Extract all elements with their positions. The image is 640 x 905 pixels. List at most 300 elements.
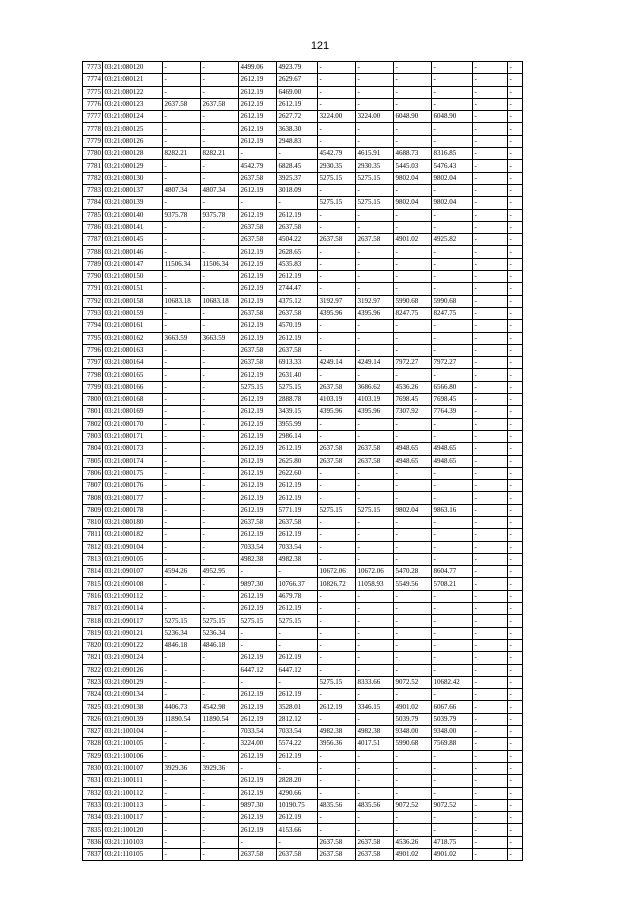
table-cell: 7795 — [83, 332, 103, 344]
table-cell: 2631.40 — [277, 369, 318, 381]
table-cell: - — [473, 209, 508, 221]
table-cell: - — [508, 849, 523, 861]
table-cell: - — [508, 824, 523, 836]
table-cell: - — [356, 135, 394, 147]
table-cell: - — [394, 271, 432, 283]
table-cell: - — [163, 320, 201, 332]
table-cell: - — [163, 492, 201, 504]
table-cell: 4395.96 — [318, 406, 356, 418]
table-cell: 03:21:080121 — [103, 74, 163, 86]
table-cell: - — [508, 295, 523, 307]
table-cell: - — [318, 209, 356, 221]
table-cell: - — [163, 430, 201, 442]
table-cell: 11890.54 — [163, 713, 201, 725]
table-cell: - — [318, 553, 356, 565]
table-row — [83, 135, 523, 147]
table-cell: - — [394, 529, 432, 541]
table-cell: - — [356, 775, 394, 787]
table-cell: - — [432, 812, 473, 824]
table-cell: - — [432, 221, 473, 233]
table-cell: - — [432, 271, 473, 283]
table-cell: 5275.15 — [201, 615, 239, 627]
table-cell: 10672.06 — [356, 566, 394, 578]
table-cell: 2612.19 — [277, 812, 318, 824]
table-cell: - — [432, 689, 473, 701]
table-cell: - — [508, 762, 523, 774]
table-cell: - — [163, 283, 201, 295]
table-cell: 7810 — [83, 516, 103, 528]
table-cell: 2930.35 — [356, 160, 394, 172]
table-cell: 2612.19 — [239, 74, 277, 86]
table-cell: 7776 — [83, 98, 103, 110]
table-cell: 7779 — [83, 135, 103, 147]
table-cell: 7803 — [83, 430, 103, 442]
table-cell: 2612.19 — [239, 394, 277, 406]
table-cell: 9802.04 — [394, 197, 432, 209]
table-cell: - — [432, 541, 473, 553]
table-cell: 7824 — [83, 689, 103, 701]
table-cell: - — [163, 787, 201, 799]
table-cell: - — [394, 652, 432, 664]
table-cell: 7781 — [83, 160, 103, 172]
table-cell: - — [432, 418, 473, 430]
table-cell: 2612.19 — [277, 480, 318, 492]
table-cell: - — [163, 344, 201, 356]
table-cell: 2637.58 — [239, 344, 277, 356]
table-cell: 8316.85 — [432, 148, 473, 160]
table-cell: - — [318, 86, 356, 98]
table-cell: 7830 — [83, 762, 103, 774]
table-cell: 4570.19 — [277, 320, 318, 332]
table-cell: 7033.54 — [277, 541, 318, 553]
table-cell: 5236.34 — [201, 627, 239, 639]
table-cell: - — [318, 689, 356, 701]
table-cell: 2637.58 — [277, 344, 318, 356]
table-row — [83, 197, 523, 209]
table-cell: 7698.45 — [432, 394, 473, 406]
table-row — [83, 566, 523, 578]
table-cell: 3192.97 — [318, 295, 356, 307]
table-row — [83, 184, 523, 196]
table-cell: 9348.00 — [432, 726, 473, 738]
table-cell: 9863.16 — [432, 504, 473, 516]
table-cell: - — [432, 467, 473, 479]
table-cell: - — [394, 689, 432, 701]
table-cell: 7787 — [83, 234, 103, 246]
table-cell: - — [508, 726, 523, 738]
table-cell: - — [508, 541, 523, 553]
table-cell: - — [201, 553, 239, 565]
table-cell: - — [163, 74, 201, 86]
table-cell: 4499.06 — [239, 62, 277, 74]
table-cell: - — [163, 590, 201, 602]
table-cell: 03:21:080122 — [103, 86, 163, 98]
table-cell: 2637.58 — [277, 516, 318, 528]
table-cell: 2612.19 — [318, 701, 356, 713]
table-cell: 2637.58 — [318, 849, 356, 861]
table-cell: - — [394, 135, 432, 147]
table-cell: 8247.75 — [394, 307, 432, 319]
table-cell: - — [239, 566, 277, 578]
table-cell: - — [473, 467, 508, 479]
table-cell: - — [394, 209, 432, 221]
table-cell: 03:21:080158 — [103, 295, 163, 307]
table-cell: - — [318, 221, 356, 233]
table-cell: 7972.27 — [432, 357, 473, 369]
table-cell: 7033.54 — [239, 541, 277, 553]
table-cell: - — [163, 553, 201, 565]
table-cell: 2628.65 — [277, 246, 318, 258]
table-cell: - — [394, 86, 432, 98]
table-row — [83, 418, 523, 430]
table-cell: 7972.27 — [394, 357, 432, 369]
table-cell: - — [394, 812, 432, 824]
table-cell: - — [508, 455, 523, 467]
table-cell: - — [508, 418, 523, 430]
table-cell: - — [432, 603, 473, 615]
table-cell: - — [394, 541, 432, 553]
table-cell: - — [201, 676, 239, 688]
table-cell: 03:21:080151 — [103, 283, 163, 295]
table-cell: 2612.19 — [239, 775, 277, 787]
table-cell: - — [508, 664, 523, 676]
table-cell: - — [508, 160, 523, 172]
table-row — [83, 504, 523, 516]
table-cell: - — [394, 467, 432, 479]
table-cell: - — [508, 271, 523, 283]
table-cell: - — [318, 713, 356, 725]
table-cell: 03:21:080129 — [103, 160, 163, 172]
table-cell: 5275.15 — [356, 197, 394, 209]
table-cell: - — [163, 369, 201, 381]
table-cell: 03:21:080175 — [103, 467, 163, 479]
table-cell: - — [318, 246, 356, 258]
table-cell: - — [163, 86, 201, 98]
table-cell: - — [508, 172, 523, 184]
table-cell: - — [473, 492, 508, 504]
table-cell: - — [318, 664, 356, 676]
table-cell: 10672.06 — [318, 566, 356, 578]
table-cell: 7831 — [83, 775, 103, 787]
table-cell: 5236.34 — [163, 627, 201, 639]
table-cell: - — [508, 406, 523, 418]
table-row — [83, 627, 523, 639]
table-cell: 2637.58 — [356, 836, 394, 848]
table-cell: - — [473, 86, 508, 98]
table-cell: - — [432, 750, 473, 762]
table-cell: 7829 — [83, 750, 103, 762]
table-row — [83, 320, 523, 332]
table-cell: 7816 — [83, 590, 103, 602]
table-cell: - — [394, 480, 432, 492]
table-cell: 7800 — [83, 394, 103, 406]
table-cell: - — [394, 369, 432, 381]
table-cell: 03:21:090104 — [103, 541, 163, 553]
table-cell: 2625.80 — [277, 455, 318, 467]
table-cell: 03:21:080173 — [103, 443, 163, 455]
table-cell: - — [163, 652, 201, 664]
table-cell: - — [201, 504, 239, 516]
table-cell: 7798 — [83, 369, 103, 381]
table-cell: - — [508, 615, 523, 627]
table-cell: - — [356, 221, 394, 233]
table-cell: 7764.39 — [432, 406, 473, 418]
table-cell: 03:21:100104 — [103, 726, 163, 738]
table-cell: 7789 — [83, 258, 103, 270]
table-cell: 2612.19 — [239, 652, 277, 664]
table-cell: - — [432, 344, 473, 356]
table-cell: 2612.19 — [239, 135, 277, 147]
table-cell: - — [432, 529, 473, 541]
table-cell: - — [394, 516, 432, 528]
table-cell: 2612.19 — [239, 603, 277, 615]
table-cell: 4846.18 — [201, 639, 239, 651]
table-cell: - — [318, 492, 356, 504]
table-cell: - — [394, 184, 432, 196]
table-cell: 5275.15 — [239, 381, 277, 393]
table-cell: - — [508, 258, 523, 270]
table-cell: 03:21:080128 — [103, 148, 163, 160]
table-row — [83, 332, 523, 344]
table-cell: - — [473, 369, 508, 381]
table-cell: 7811 — [83, 529, 103, 541]
table-cell: 7826 — [83, 713, 103, 725]
table-cell: - — [394, 418, 432, 430]
table-cell: 7837 — [83, 849, 103, 861]
table-cell: 03:21:090108 — [103, 578, 163, 590]
table-cell: 4901.02 — [394, 701, 432, 713]
table-cell: - — [473, 676, 508, 688]
table-cell: 7809 — [83, 504, 103, 516]
table-cell: - — [356, 123, 394, 135]
table-row — [83, 148, 523, 160]
table-row — [83, 74, 523, 86]
table-cell: 7817 — [83, 603, 103, 615]
table-cell: 2612.19 — [277, 529, 318, 541]
table-cell: - — [394, 775, 432, 787]
table-cell: 4406.73 — [163, 701, 201, 713]
table-cell: - — [432, 246, 473, 258]
table-row — [83, 246, 523, 258]
table-cell: - — [473, 394, 508, 406]
table-cell: 3346.15 — [356, 701, 394, 713]
table-cell: 7780 — [83, 148, 103, 160]
table-cell: 7790 — [83, 271, 103, 283]
table-cell: 6048.90 — [394, 111, 432, 123]
table-cell: 03:21:090134 — [103, 689, 163, 701]
table-cell: - — [508, 713, 523, 725]
table-cell: - — [201, 197, 239, 209]
table-cell: - — [394, 62, 432, 74]
table-cell: - — [473, 799, 508, 811]
table-cell: - — [356, 750, 394, 762]
table-cell: 2612.19 — [239, 283, 277, 295]
table-cell: 2637.58 — [356, 234, 394, 246]
table-cell: - — [201, 62, 239, 74]
table-cell: 4982.38 — [239, 553, 277, 565]
table-cell: - — [163, 578, 201, 590]
table-cell: 4249.14 — [318, 357, 356, 369]
table-cell: 9802.04 — [432, 172, 473, 184]
table-cell: - — [432, 590, 473, 602]
table-cell: - — [201, 160, 239, 172]
table-cell: 2986.14 — [277, 430, 318, 442]
table-cell: - — [201, 357, 239, 369]
table-cell: 7821 — [83, 652, 103, 664]
table-cell: - — [508, 357, 523, 369]
table-cell: 3929.36 — [201, 762, 239, 774]
table-cell: - — [201, 172, 239, 184]
table-row — [83, 664, 523, 676]
table-cell: 2744.47 — [277, 283, 318, 295]
table-cell: - — [473, 750, 508, 762]
table-cell: - — [201, 344, 239, 356]
table-cell: 2612.19 — [239, 443, 277, 455]
table-cell: 7792 — [83, 295, 103, 307]
table-cell: - — [473, 258, 508, 270]
table-cell: 2637.58 — [318, 381, 356, 393]
table-cell: 03:21:080178 — [103, 504, 163, 516]
table-cell: - — [201, 111, 239, 123]
table-cell: 2612.19 — [239, 504, 277, 516]
table-cell: 2888.78 — [277, 394, 318, 406]
table-cell: - — [318, 332, 356, 344]
table-cell: - — [318, 283, 356, 295]
table-cell: - — [356, 209, 394, 221]
table-cell: 4901.02 — [394, 849, 432, 861]
table-cell: 7813 — [83, 553, 103, 565]
table-cell: 5275.15 — [356, 172, 394, 184]
table-cell: 4846.18 — [163, 639, 201, 651]
table-cell: 2828.20 — [277, 775, 318, 787]
table-cell: - — [394, 123, 432, 135]
table-cell: - — [318, 344, 356, 356]
table-cell: - — [318, 320, 356, 332]
table-cell: - — [201, 234, 239, 246]
table-cell: - — [508, 74, 523, 86]
table-cell: - — [163, 849, 201, 861]
table-cell: - — [201, 652, 239, 664]
table-cell: - — [508, 86, 523, 98]
table-cell: - — [318, 615, 356, 627]
table-cell: 4395.96 — [356, 406, 394, 418]
table-cell: 7808 — [83, 492, 103, 504]
table-cell: 2930.35 — [318, 160, 356, 172]
table-cell: 3224.00 — [239, 738, 277, 750]
table-cell: 7799 — [83, 381, 103, 393]
table-cell: - — [473, 443, 508, 455]
table-cell: - — [473, 62, 508, 74]
table-cell: - — [394, 344, 432, 356]
table-cell: 7797 — [83, 357, 103, 369]
table-cell: - — [277, 148, 318, 160]
table-cell: - — [508, 234, 523, 246]
table-cell: 3192.97 — [356, 295, 394, 307]
table-cell: - — [394, 430, 432, 442]
table-row — [83, 516, 523, 528]
table-cell: 03:21:090122 — [103, 639, 163, 651]
table-cell: - — [356, 516, 394, 528]
table-cell: 3956.36 — [318, 738, 356, 750]
table-cell: 03:21:080168 — [103, 394, 163, 406]
table-cell: - — [318, 135, 356, 147]
table-cell: - — [201, 443, 239, 455]
table-row — [83, 62, 523, 74]
table-row — [83, 283, 523, 295]
table-cell: 2637.58 — [163, 98, 201, 110]
table-cell: 9802.04 — [432, 197, 473, 209]
table-cell: 7835 — [83, 824, 103, 836]
table-cell: - — [356, 615, 394, 627]
table-cell: - — [163, 123, 201, 135]
table-cell: 03:21:080166 — [103, 381, 163, 393]
table-cell: 03:21:080150 — [103, 271, 163, 283]
table-cell: 7786 — [83, 221, 103, 233]
table-cell: - — [318, 775, 356, 787]
table-cell: 7033.54 — [277, 726, 318, 738]
table-cell: 10826.72 — [318, 578, 356, 590]
table-cell: - — [201, 135, 239, 147]
table-cell: - — [508, 209, 523, 221]
table-cell: 7569.88 — [432, 738, 473, 750]
table-cell: - — [318, 184, 356, 196]
table-cell: - — [508, 836, 523, 848]
table-row — [83, 271, 523, 283]
table-cell: - — [318, 480, 356, 492]
table-cell: - — [394, 553, 432, 565]
table-cell: - — [201, 381, 239, 393]
table-cell: 03:21:090107 — [103, 566, 163, 578]
table-cell: - — [432, 516, 473, 528]
table-cell: 11890.54 — [201, 713, 239, 725]
table-cell: 6447.12 — [277, 664, 318, 676]
table-cell: - — [394, 627, 432, 639]
table-cell: - — [508, 529, 523, 541]
table-cell: 7783 — [83, 184, 103, 196]
table-cell: - — [277, 197, 318, 209]
table-cell: 2612.19 — [239, 98, 277, 110]
table-cell: - — [394, 320, 432, 332]
table-row — [83, 529, 523, 541]
table-cell: - — [318, 787, 356, 799]
table-cell: 4807.34 — [163, 184, 201, 196]
table-cell: 4952.95 — [201, 566, 239, 578]
table-cell: - — [356, 627, 394, 639]
table-cell: - — [473, 271, 508, 283]
table-cell: 2637.58 — [318, 234, 356, 246]
table-cell: - — [432, 639, 473, 651]
table-cell: 2612.19 — [277, 750, 318, 762]
table-cell: - — [432, 492, 473, 504]
table-cell: - — [473, 578, 508, 590]
table-cell: - — [473, 148, 508, 160]
table-cell: - — [394, 590, 432, 602]
table-cell: 3955.99 — [277, 418, 318, 430]
table-cell: 4835.56 — [356, 799, 394, 811]
table-cell: - — [508, 320, 523, 332]
table-cell: 2612.19 — [239, 332, 277, 344]
table-cell: 5275.15 — [277, 381, 318, 393]
table-cell: 4901.02 — [394, 234, 432, 246]
table-row — [83, 676, 523, 688]
table-cell: 2637.58 — [356, 849, 394, 861]
table-cell: 8333.66 — [356, 676, 394, 688]
table-cell: 3925.37 — [277, 172, 318, 184]
table-cell: - — [356, 430, 394, 442]
table-cell: - — [356, 320, 394, 332]
table-cell: 4249.14 — [356, 357, 394, 369]
table-cell: - — [473, 160, 508, 172]
